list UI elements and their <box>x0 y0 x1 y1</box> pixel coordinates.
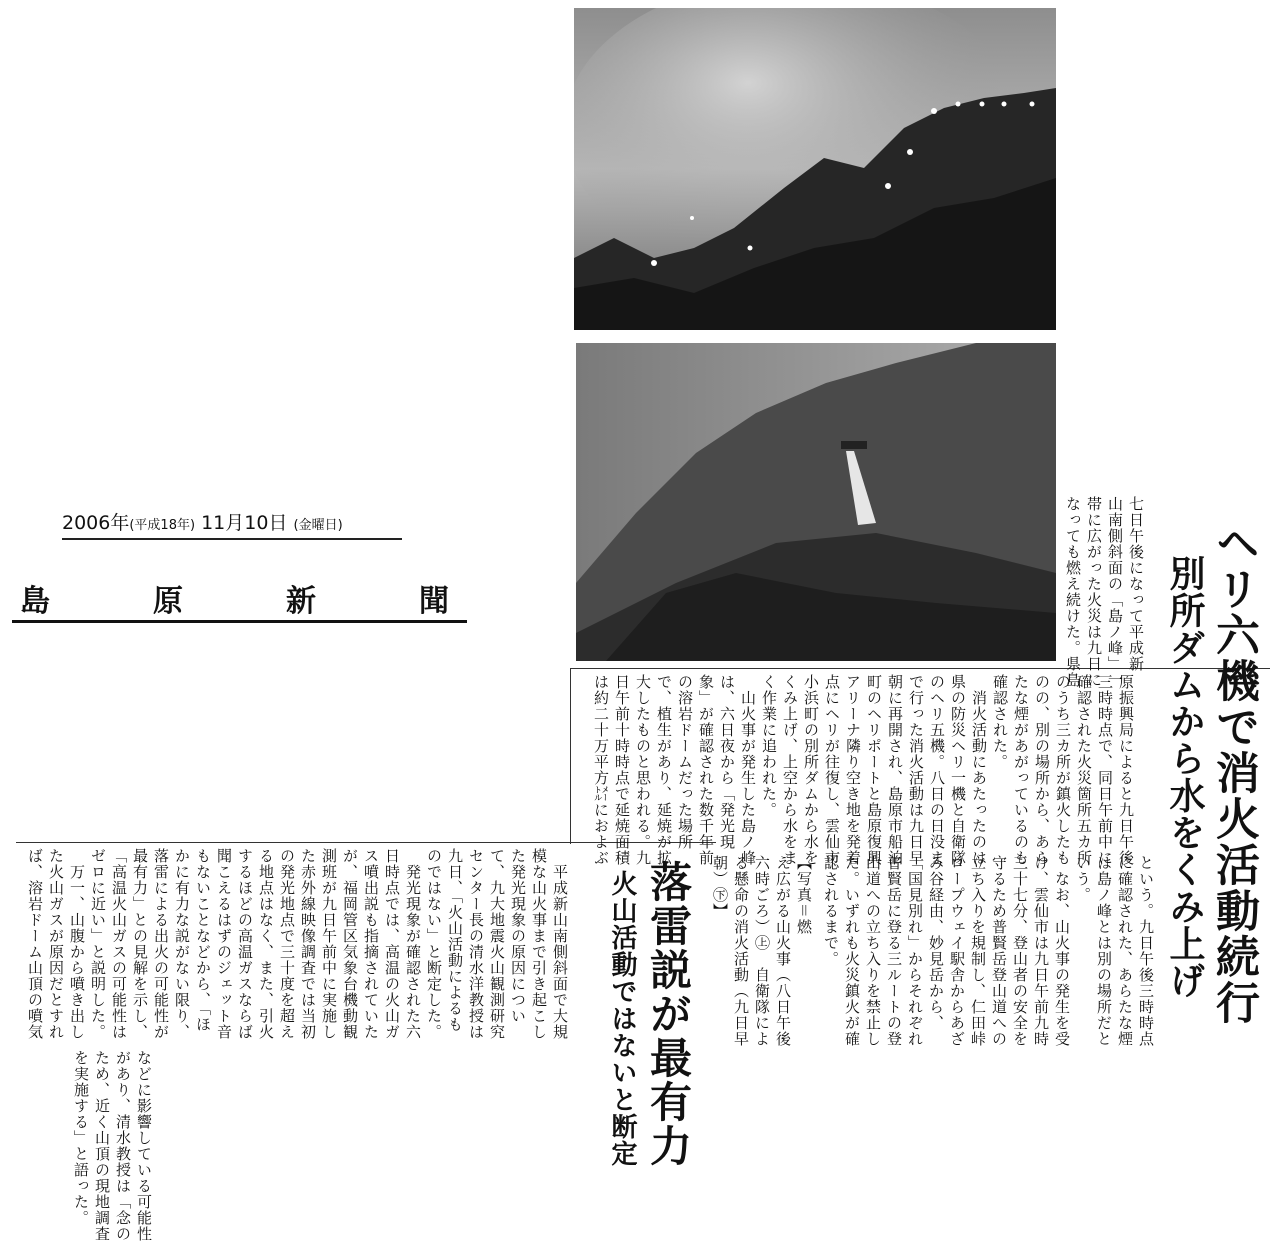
article2-body-col2: などに影響している可能性 があり、清水教授は「念の ため、近く山頂の現地調査 を実施する」と語った。 <box>72 1050 153 1242</box>
date-era: (平成18年) <box>129 518 196 533</box>
paper-char: 原 <box>153 584 183 619</box>
helicopter-photo-bottom <box>576 343 1056 661</box>
newspaper-name <box>12 585 467 623</box>
paper-char: 新 <box>286 584 316 619</box>
date-day: 11月10日 <box>201 512 288 534</box>
date-weekday: (金曜日) <box>293 518 343 533</box>
photo-caption: 【写真＝燃 え広がる山火事（八日午後 六時ごろ）㊤ 自衛隊によ る懸命の消火活動（九日早 朝）㊦】 <box>711 855 813 1047</box>
publication-date <box>62 508 402 540</box>
article2-headline: 落雷説が最有力 <box>644 860 693 1168</box>
article2-body-col1: 平成新山南側斜面で大規 模な山火事まで引き起こし た発光現象の原因につい て、九大地震火山観測研究 センター長の清水洋教授は 九日、「火山活動によるも のではない」と断定した。 発光現象が確認された六 日時点では、高温の火山ガ ス噴出説も指摘されていた が、福岡管区気象台機動観 測班が九日午前中に実施し た赤外線映像調査では当初 の発光地点で三十度を超え る地点はなく、また、引火 するほどの高温ガスならば 聞こえるはずのジェット音 もないことなどから、「ほ かに有力な説がない限り、 落雷による出火の可能性が 最有力」との見解を示し、 「高温火山ガスの可能性は ゼロに近い」と説明した。 万一、山腹から噴き出し た火山ガスが原因だとすれ ば、溶岩ドーム山頂の噴気 <box>26 848 569 1040</box>
wildfire-photo-top <box>574 8 1056 330</box>
article-lead: 七日午後になって平成新 山南側斜面の「島ノ峰」一 帯に広がった火災は九日に なっても燃え続けた。県島 <box>1064 496 1145 688</box>
article2-subheadline: 火山活動ではないと断定 <box>607 870 637 1167</box>
article-subheadline: 別所ダムから水をくみ上げ <box>1164 555 1206 999</box>
divider <box>570 668 571 844</box>
article-headline: ヘリ六機で消火活動続行 <box>1208 520 1259 1026</box>
article-body-col2: という。九日午後三時時点 に確認された、あらたな煙 は島ノ峰とは別の場所だと いう。 なお、山火事の発生を受 け、雲仙市は九日午前九時 三十七分、登山者の安全を 守るため普賢岳登山道への 立ち入りを規制し、仁田峠 ロープウェイ駅舎からあざ み谷経由、妙見岳から、 「国見別れ」からそれぞれ 普賢岳に登る三ルートの登 山道への立ち入りを禁止し た。いずれも火災鎮火が確 認されるまで。 <box>822 855 1155 1047</box>
paper-char: 島 <box>20 584 50 619</box>
paper-char: 聞 <box>419 584 449 619</box>
article-body-col1: 原振興局によると九日午後 三時時点で、同日午前中に 確認された火災箇所五カ所 のうち三カ所が鎮火したも のの、別の場所から、あら たな煙があがっているのも 確認された。 消火活動にあたったのは 県の防災ヘリ一機と自衛隊 のヘリ五機。八日の日没ま で行った消火活動は九日早 朝に再開され、島原市船泊 町のヘリポートと島原復興 アリーナ隣り空き地を発着 点にヘリが往復し、雲仙市 小浜町の別所ダムから水を くみ上げ、上空から水をま く作業に追われた。 山火事が発生した島ノ峰 は、六日夜から「発光現 象」が確認された数千年前 の溶岩ドームだった場所 で、植生があり、延焼が拡 大したものと思われる。九 日午前十時時点で延焼面積 は約二十万平方㍍におよぶ <box>592 674 1135 866</box>
date-year: 2006年 <box>62 512 130 534</box>
